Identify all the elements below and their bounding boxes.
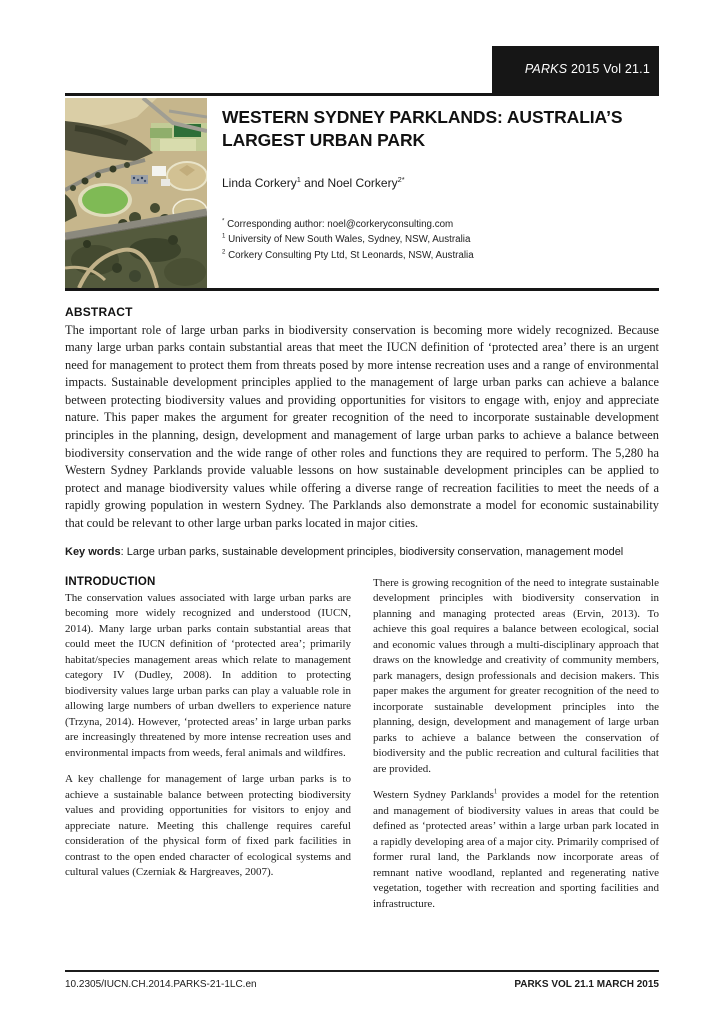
affiliation-1 bbox=[222, 232, 659, 248]
intro-paragraph-1: The conservation values associated with large urban parks are becoming more widely recognized and understood (IUCN, 2014). Many large urban parks contain substantial areas that could meet the IUCN definition of ‘protected area’; primarily habitat/species management areas which relate to management category IV (Dudley, 2008). In addition to protecting biodiversity values large urban parks can play a valuable role in allowing large numbers of urban dwellers to experience nature (Trzyna, 2014). However, ‘protected areas’ in large urban parks are increasingly threatened by more intense recreation uses and environmental impacts from weeds, feral animals and wildfires. bbox=[65, 591, 351, 759]
authors-line bbox=[222, 176, 659, 190]
affil-text: University of New South Wales, Sydney, NSW, Australia bbox=[225, 234, 471, 246]
corresponding-author-note bbox=[222, 217, 659, 233]
affil-marker: 2 bbox=[222, 249, 226, 256]
aerial-photo bbox=[65, 98, 207, 288]
abstract-heading: ABSTRACT bbox=[65, 304, 133, 319]
footer-issue: PARKS VOL 21.1 MARCH 2015 bbox=[514, 979, 659, 990]
affil-text: Corresponding author: noel@corkeryconsulting.com bbox=[224, 218, 454, 230]
affil-text: Corkery Consulting Pty Ltd, St Leonards, NSW, Australia bbox=[225, 250, 474, 262]
masthead bbox=[65, 46, 659, 96]
left-column bbox=[65, 576, 351, 913]
footer-doi: 10.2305/IUCN.CH.2014.PARKS-21-1LC.en bbox=[65, 979, 257, 990]
header-text-block bbox=[222, 98, 659, 288]
author-2: Noel Corkery bbox=[327, 175, 398, 190]
right-paragraph-2 bbox=[373, 788, 659, 912]
right-paragraph-2-lead: Western Sydney Parklands bbox=[373, 789, 494, 802]
right-paragraph-2-rest: provides a model for the retention and management of biodiversity values in areas that could be defined as ‘protected areas’ within a large urban park located in a rapidly developing area of a major city. Primarily comprised of former rural land, the Parklands now incorporate areas of remnant native woodland, replanted and regenerating native vegetation, together with recreation and sporting facilities and infrastructure. bbox=[373, 789, 659, 910]
journal-name: PARKS bbox=[524, 61, 568, 76]
aerial-photo-illustration bbox=[65, 98, 207, 288]
journal-banner bbox=[492, 46, 659, 93]
intro-paragraph-2: A key challenge for management of large urban parks is to achieve a sustainable balance between protecting biodiversity values and providing opportunities for visitors to enjoy and appreciate nature. Meeting this challenge requires careful consideration of the physical form of fixed park facilities in contrast to the open ended character of ecological systems and cultural values (Czerniak & Hargreaves, 2007). bbox=[65, 773, 351, 879]
right-column bbox=[373, 576, 659, 913]
authors-separator: and bbox=[300, 175, 328, 190]
keywords-line bbox=[65, 546, 659, 558]
page-footer bbox=[65, 970, 659, 990]
keywords-text: : Large urban parks, sustainable development principles, biodiversity conservation, management model bbox=[120, 545, 624, 558]
affil-marker: * bbox=[222, 218, 225, 225]
journal-issue: 2015 Vol 21.1 bbox=[567, 61, 650, 76]
introduction-heading: INTRODUCTION bbox=[65, 575, 156, 588]
author-2-superscript: 2* bbox=[397, 174, 405, 184]
right-paragraph-1: There is growing recognition of the need to integrate sustainable development principles with biodiversity conservation in planning and managing protected areas (Ervin, 2013). To achieve this goal requires a balance between ecological, social and economic values through a multi-disciplinary approach that draws on the knowledge and creativity of community members, park managers, design professionals and decision makers. This paper makes the argument for greater recognition of the need to incorporate sustainable development principles into the planning, design, development and management of large urban parks to achieve a balance between the conservation of biodiversity and the public recreation and cultural facilities that are provided. bbox=[373, 576, 659, 775]
affiliations bbox=[222, 217, 659, 264]
affiliation-2 bbox=[222, 248, 659, 264]
keywords-label: Key words bbox=[65, 545, 121, 558]
header-row bbox=[65, 98, 659, 288]
author-1-superscript: 1 bbox=[296, 174, 301, 184]
footnote-marker: 1 bbox=[493, 788, 498, 796]
body-columns bbox=[65, 576, 659, 913]
abstract-text: The important role of large urban parks in biodiversity conservation is becoming more widely recognized. Because many large urban parks contain substantial areas that meet the IUCN definition of ‘protected area’ there is an urgent need for management to protect them from threats posed by more intense recreation uses and a range of environmental impacts. Sustainable development principles applied to the management of large urban parks can achieve a balance between protecting biodiversity values and providing opportunities for visitors to engage with, enjoy and appreciate nature. This paper makes the argument for greater recognition of the need to incorporate sustainable development principles in the planning, design, development and management of large urban parks to achieve a balance between biodiversity conservation and the wide range of other roles and functions they are required to perform. The 5,280 ha Western Sydney Parklands provide valuable lessons on how sustainable development principles can be applied to protect and manage biodiversity values while offering a diverse range of recreation facilities to meet the needs of a rapidly growing population in western Sydney. The Parklands also demonstrate a model for economic sustainability that could be relevant to other large urban parks located in major cities. bbox=[65, 322, 659, 531]
header-divider bbox=[65, 288, 659, 291]
author-1: Linda Corkery bbox=[222, 175, 297, 190]
page-title: WESTERN SYDNEY PARKLANDS: AUSTRALIA’S LARGEST URBAN PARK bbox=[222, 106, 623, 150]
affil-marker: 1 bbox=[222, 234, 226, 241]
